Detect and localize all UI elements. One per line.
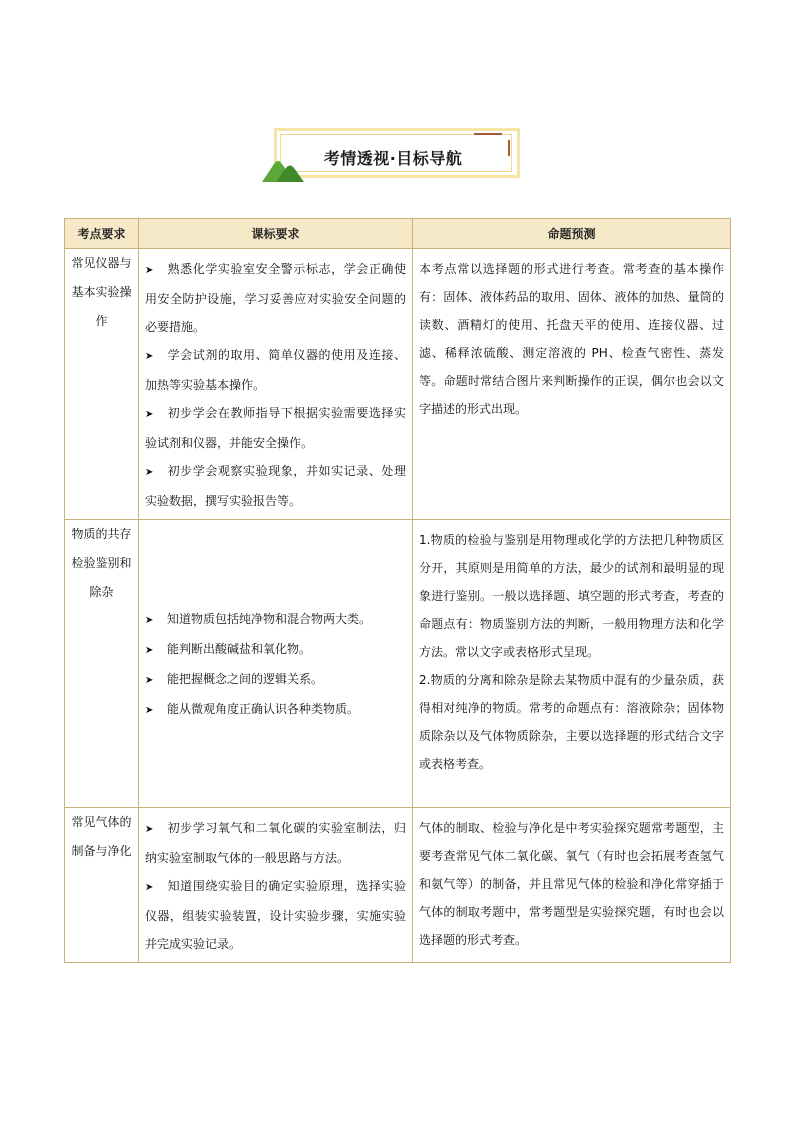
table-row bbox=[65, 808, 731, 963]
arrow-bullet-icon: ➤ bbox=[145, 467, 154, 478]
requirement-item: ➤ 能把握概念之间的逻辑关系。 bbox=[145, 665, 406, 695]
requirement-item: ➤ 能从微观角度正确认识各种类物质。 bbox=[145, 695, 406, 725]
topic-cell: 常见气体的制备与净化 bbox=[65, 808, 139, 963]
requirements-cell bbox=[139, 249, 413, 520]
prediction-paragraph: 气体的制取、检验与净化是中考实验探究题常考题型，主要考查常见气体二氧化碳、氧气（有时也会拓展考查氢气和氨气等）的制备，并且常见气体的检验和净化常穿插于气体的制取考题中，常考题型是实验探究题，有时也会以选择题的形式考查。 bbox=[419, 821, 724, 947]
mountain-icon bbox=[262, 156, 304, 182]
prediction-paragraph: 1.物质的检验与鉴别是用物理或化学的方法把几种物质区分开，其原则是用简单的方法，最少的试剂和最明显的现象进行鉴别。一般以选择题、填空题的形式考查，考查的命题点有：物质鉴别方法的判断，一般用物理方法和化学方法。常以文字或表格形式呈现。 bbox=[419, 533, 724, 659]
header-requirements: 课标要求 bbox=[139, 219, 413, 249]
prediction-paragraph: 本考点常以选择题的形式进行考查。常考查的基本操作有：固体、液体药品的取用、固体、液体的加热、量筒的读数、酒精灯的使用、托盘天平的使用、连接仪器、过滤、稀释浓硫酸、测定溶液的 PH、检查气密性、蒸发等。命题时常结合图片来判断操作的正误，偶尔也会以文字描述的形式出现。 bbox=[419, 262, 724, 416]
exam-analysis-table bbox=[64, 218, 731, 963]
requirement-item: ➤ 知道围绕实验目的确定实验原理，选择实验仪器，组装实验装置，设计实验步骤，实施实验并完成实验记录。 bbox=[145, 872, 406, 958]
prediction-cell bbox=[413, 520, 731, 808]
header-topic: 考点要求 bbox=[65, 219, 139, 249]
arrow-bullet-icon: ➤ bbox=[145, 644, 154, 656]
header-prediction: 命题预测 bbox=[413, 219, 731, 249]
requirement-item: ➤ 初步学会在教师指导下根据实验需要选择实验试剂和仪器，并能安全操作。 bbox=[145, 399, 406, 457]
arrow-bullet-icon: ➤ bbox=[145, 351, 154, 362]
arrow-bullet-icon: ➤ bbox=[145, 674, 154, 686]
requirement-item: ➤ 熟悉化学实验室安全警示标志，学会正确使用安全防护设施，学习妥善应对实验安全问题的必要措施。 bbox=[145, 255, 406, 341]
arrow-bullet-icon: ➤ bbox=[145, 882, 154, 893]
topic-cell: 常见仪器与基本实验操作 bbox=[65, 249, 139, 520]
requirement-item: ➤ 初步学习氧气和二氧化碳的实验室制法，归纳实验室制取气体的一般思路与方法。 bbox=[145, 814, 406, 872]
arrow-bullet-icon: ➤ bbox=[145, 704, 154, 716]
page-title: 考情透视·目标导航 bbox=[323, 148, 463, 168]
arrow-bullet-icon: ➤ bbox=[145, 614, 154, 626]
arrow-bullet-icon: ➤ bbox=[145, 824, 154, 835]
arrow-bullet-icon: ➤ bbox=[145, 265, 154, 276]
prediction-cell bbox=[413, 808, 731, 963]
table-header-row bbox=[65, 219, 731, 249]
requirement-item: ➤ 初步学会观察实验现象，并如实记录、处理实验数据，撰写实验报告等。 bbox=[145, 457, 406, 515]
section-banner bbox=[262, 128, 524, 186]
requirements-cell bbox=[139, 520, 413, 808]
prediction-paragraph: 2.物质的分离和除杂是除去某物质中混有的少量杂质，获得相对纯净的物质。常考的命题点有：溶液除杂；固体物质除杂以及气体物质除杂，主要以选择题的形式结合文字或表格考查。 bbox=[419, 673, 724, 771]
requirement-item: ➤ 能判断出酸碱盐和氧化物。 bbox=[145, 635, 406, 665]
table-row bbox=[65, 520, 731, 808]
table-row bbox=[65, 249, 731, 520]
arrow-bullet-icon: ➤ bbox=[145, 409, 154, 420]
requirements-cell bbox=[139, 808, 413, 963]
topic-cell: 物质的共存 检验鉴别和除杂 bbox=[65, 520, 139, 808]
prediction-cell bbox=[413, 249, 731, 520]
requirement-item: ➤ 知道物质包括纯净物和混合物两大类。 bbox=[145, 605, 406, 635]
requirement-item: ➤ 学会试剂的取用、简单仪器的使用及连接、加热等实验基本操作。 bbox=[145, 341, 406, 399]
